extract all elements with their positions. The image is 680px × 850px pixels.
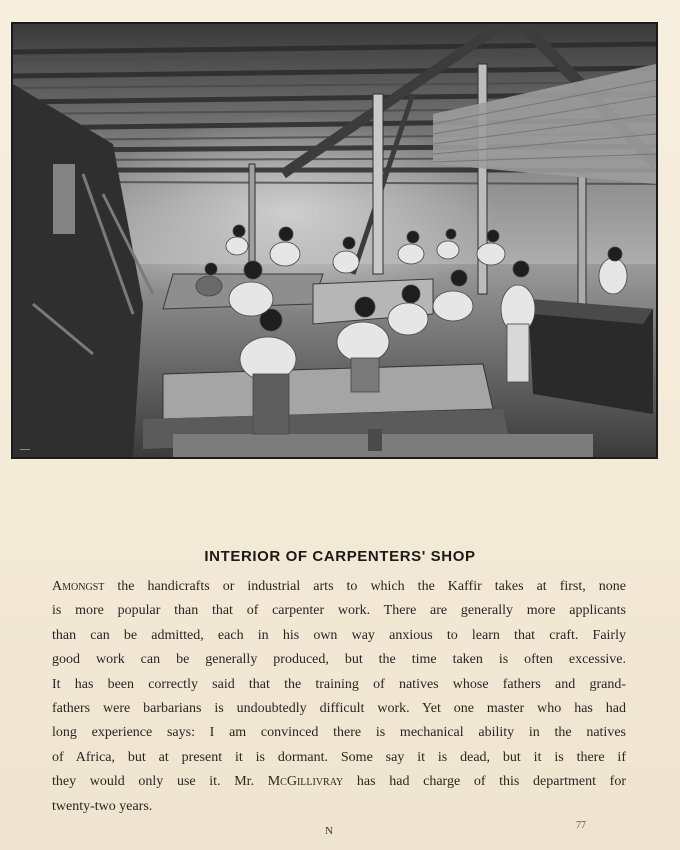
body-line-end: has had charge of this department for	[343, 774, 626, 790]
body-line	[52, 575, 626, 599]
body-line-start: they would only use it. Mr.	[52, 774, 268, 790]
body-line: fathers were barbarians is undoubtedly difficult work. Yet one master who has had	[52, 701, 626, 717]
caption-title: INTERIOR OF CARPENTERS' SHOP	[204, 548, 476, 566]
body-paragraph	[52, 575, 626, 819]
photo-credit-mark: ⎯⎯⎯⎯	[20, 447, 31, 453]
workshop-photograph	[11, 22, 658, 459]
page-number: 77	[576, 820, 586, 831]
printer-signature: N	[325, 825, 333, 837]
body-line: is more popular than that of carpenter work. There are generally more applicants	[52, 603, 626, 619]
body-line: than can be admitted, each in his own way anxious to learn that craft. Fairly	[52, 627, 626, 643]
body-line: long experience says: I am convinced there is mechanical ability in the natives	[52, 725, 626, 741]
workshop-photograph-drawing	[13, 24, 656, 457]
person-name: McGillivray	[267, 774, 344, 790]
body-line: twenty-two years.	[52, 798, 153, 814]
body-line-rest: the handicrafts or industrial arts to which the Kaffir takes at first, none	[104, 579, 626, 594]
body-line: It has been correctly said that the training of natives whose fathers and grand-	[52, 676, 626, 692]
body-line	[52, 770, 626, 794]
body-line: good work can be generally produced, but the time taken is often excessive.	[52, 652, 626, 668]
body-line: of Africa, but at present it is dormant. Some say it is dead, but it is there if	[52, 749, 626, 765]
drop-word: Amongst	[52, 579, 105, 594]
